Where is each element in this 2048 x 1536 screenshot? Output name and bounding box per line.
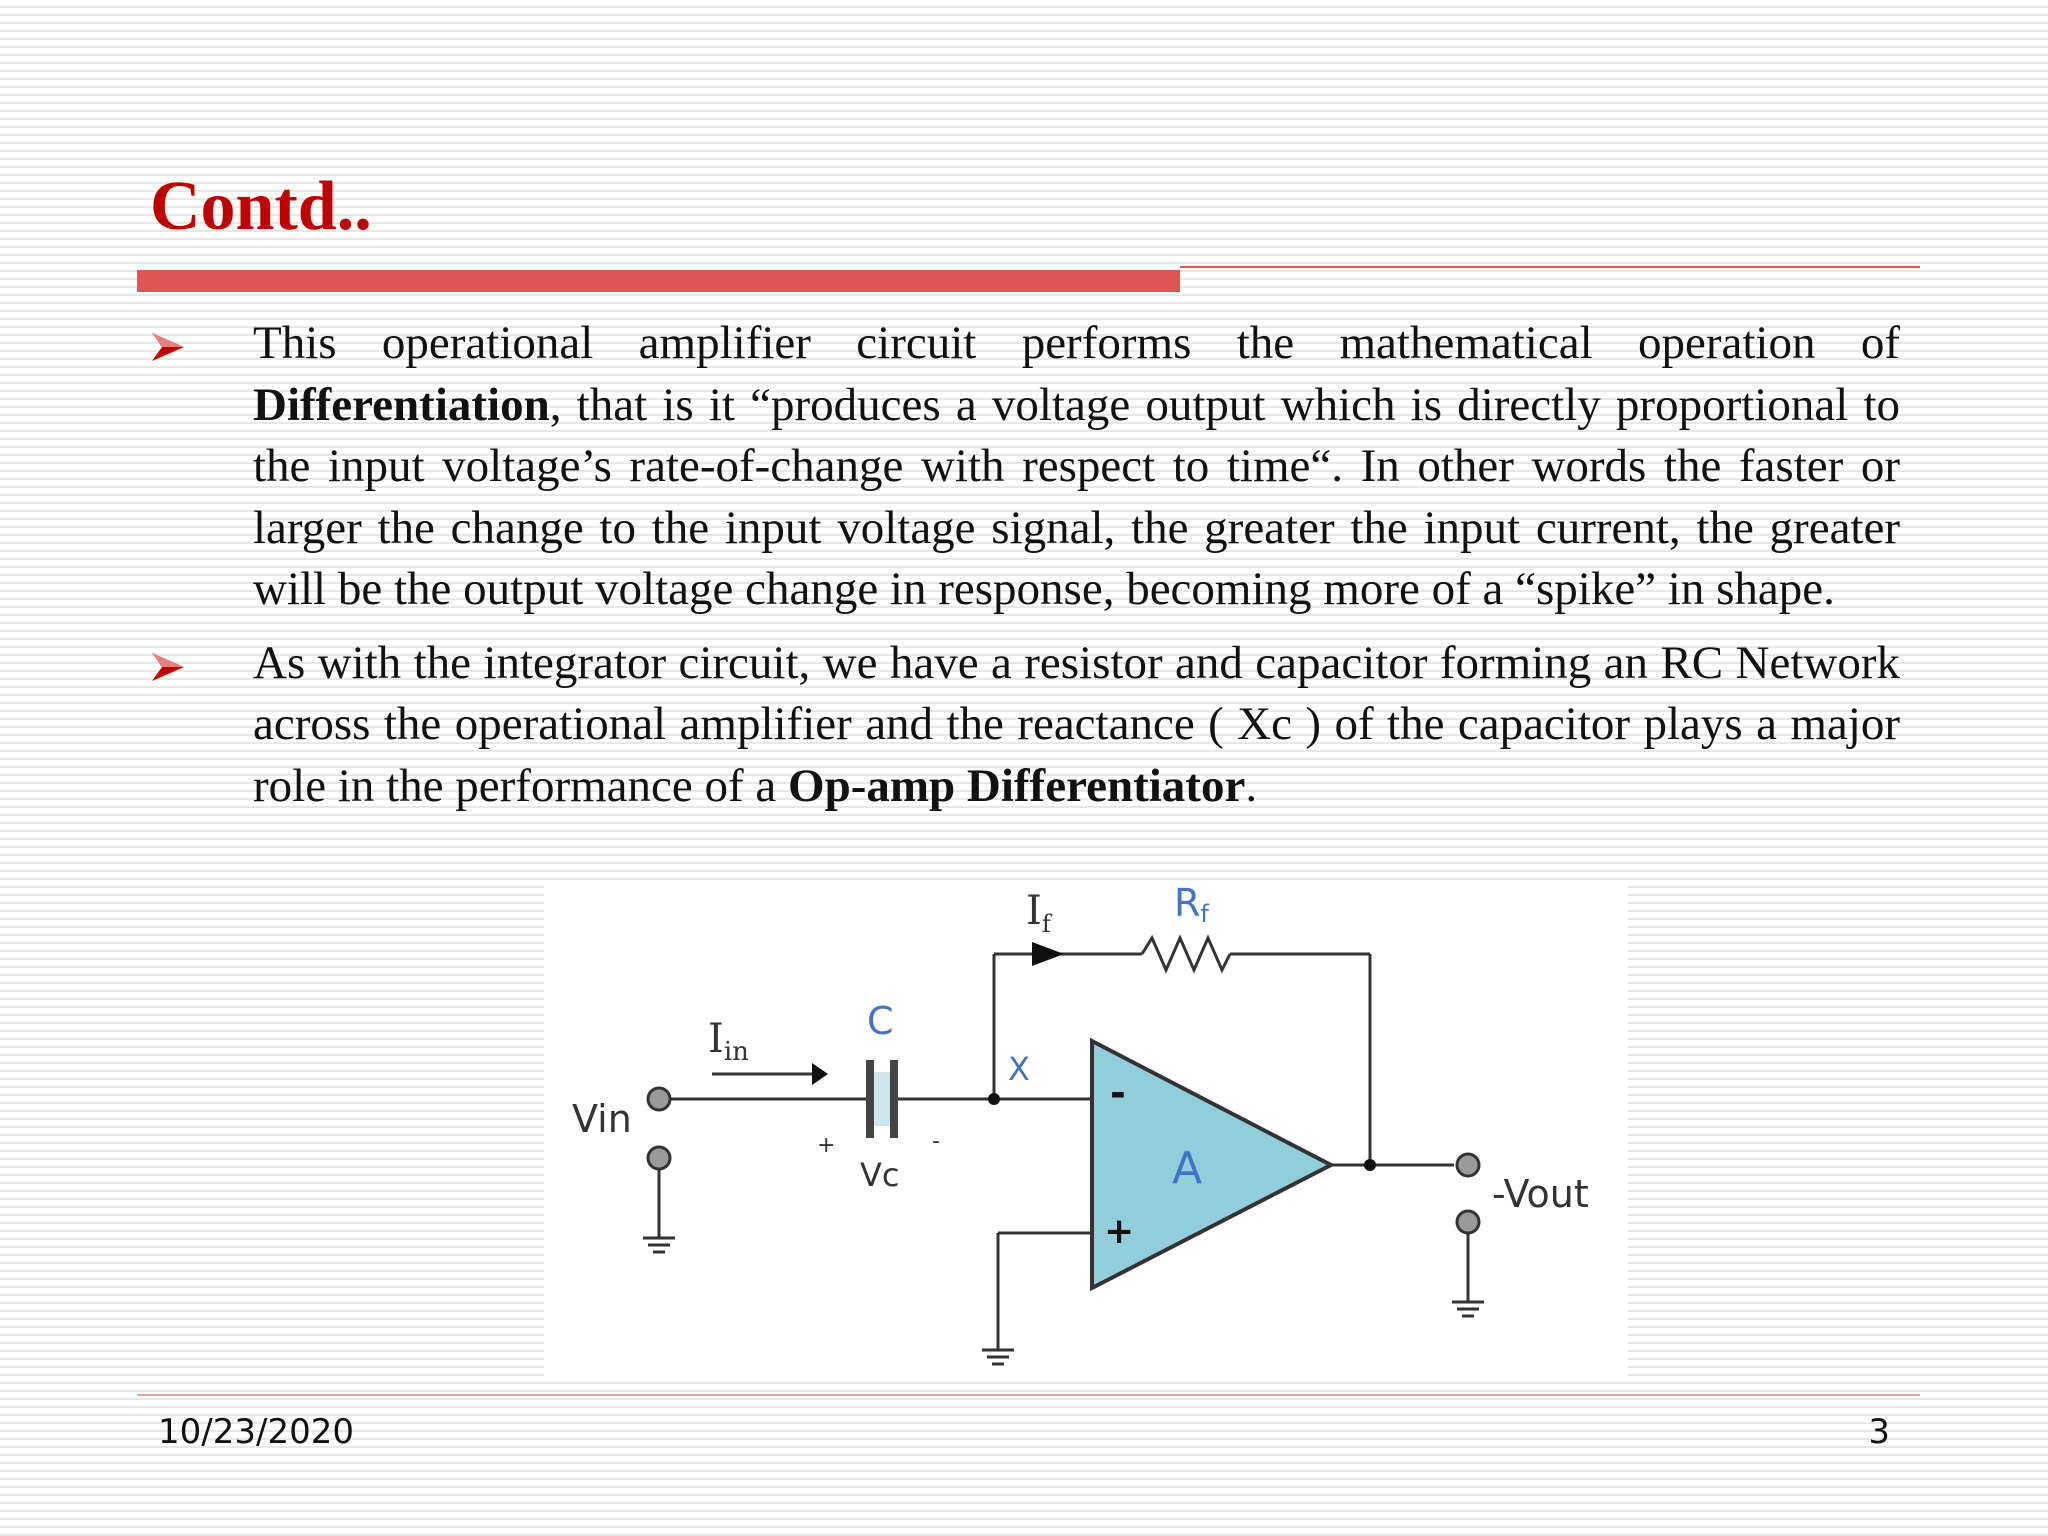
label-cap-plus: +: [817, 1133, 836, 1158]
ground-icon: [982, 1350, 1014, 1364]
bullet-bold-term: Op-amp Differentiator: [788, 759, 1246, 812]
label-cap-minus: -: [932, 1129, 940, 1154]
vin-terminal-top: [648, 1088, 670, 1110]
bullet-item: [150, 633, 1900, 818]
label-c: C: [867, 999, 894, 1043]
label-noninverting-input: +: [1104, 1211, 1135, 1252]
resistor-rf: [1142, 938, 1230, 970]
if-arrow-icon: [1032, 942, 1064, 966]
label-opamp-a: A: [1172, 1143, 1203, 1194]
title-underline-thick: [137, 270, 1180, 292]
vout-terminal-bottom: [1457, 1211, 1479, 1233]
capacitor-c: [866, 1060, 898, 1138]
bullet-item: [150, 313, 1900, 621]
ground-icon: [1452, 1302, 1484, 1316]
bullet-list: [150, 313, 1900, 829]
arrowhead-bullet-icon: [150, 649, 186, 685]
bullet-text: This operational amplifier circuit performs the mathematical operation of Differentiation, that is it “produces a voltage output which is directly proportional to the input voltage’s rate-of-change with respect to time“. In other words the faster or larger the change to the input voltage signal, the greater the input current, the greater will be the output voltage change in response, becoming more of a “spike” in shape.: [253, 317, 1900, 615]
bullet-text: As with the integrator circuit, we have a resistor and capacitor forming an RC Network across the operational amplifier and the reactance ( Xc ) of the capacitor plays a major role in the performance of a Op-amp Differentiator.: [253, 636, 1900, 812]
bullet-bold-term: Differentiation: [253, 378, 550, 431]
label-vin: Vin: [572, 1097, 632, 1141]
iin-arrow-icon: [812, 1063, 828, 1085]
slide-number: 3: [1868, 1412, 1890, 1452]
arrowhead-bullet-icon: [150, 329, 186, 365]
label-rf: Rf: [1174, 881, 1209, 928]
vin-terminal-bottom: [648, 1147, 670, 1169]
slide-title: Contd..: [150, 168, 372, 245]
label-iin: Iin: [708, 1016, 749, 1067]
label-inverting-input: -: [1110, 1071, 1126, 1115]
label-if: If: [1026, 888, 1051, 938]
footer-date: 10/23/2020: [158, 1412, 354, 1452]
op-amp-differentiator-diagram: [544, 880, 1628, 1380]
ground-icon: [643, 1238, 675, 1252]
label-node-x: X: [1008, 1050, 1030, 1088]
footer-divider: [137, 1394, 1920, 1396]
label-vc: Vc: [860, 1156, 900, 1194]
label-vout: -Vout: [1492, 1172, 1589, 1216]
title-underline-thin: [1180, 266, 1920, 268]
vout-terminal-top: [1457, 1154, 1479, 1176]
